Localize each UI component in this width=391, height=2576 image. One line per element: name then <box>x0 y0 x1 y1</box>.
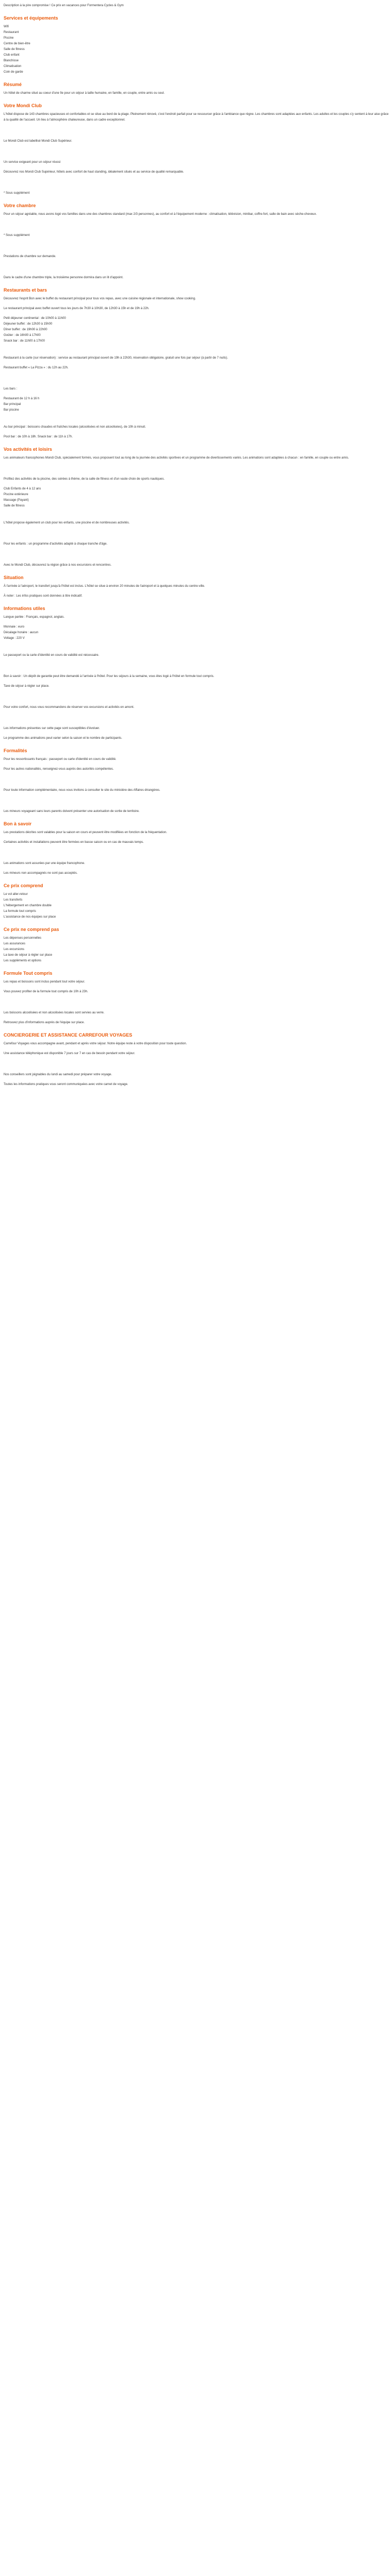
formalites-paragraph: Pour toute information complémentaire, nous vous invitons à consulter le site du ministère des Affaires étrangères. <box>4 789 160 792</box>
bonasavoir-paragraph: Les prestations décrites sont valables pour la saison en cours et peuvent être modifiées en fonction de la fréquentation. <box>4 831 167 834</box>
service-item: Wifi <box>4 25 9 28</box>
service-item: Piscine <box>4 37 14 40</box>
restaurants-hours-list <box>4 316 391 344</box>
club-paragraph: Un service exigeant pour un séjour réussi <box>4 161 61 164</box>
restaurant-hours-item: Petit déjeuner continental : de 10h00 à 11h00 <box>4 317 66 320</box>
activites-paragraph: L'hôtel propose également un club pour les enfants, une piscine et de nombreuses activités. <box>4 521 130 524</box>
bonasavoir-paragraph: Les animations sont assurées par une équipe francophone. <box>4 862 85 865</box>
restaurants-title: Restaurants et bars <box>4 287 47 293</box>
service-item: Blanchisse <box>4 59 19 62</box>
restaurants-paragraph: Au bar principal : boissons chaudes et fraîches locales (alcoolisées et non alcoolisées), de 10h à minuit. <box>4 426 146 429</box>
chambre-title: Votre chambre <box>4 203 36 208</box>
conciergerie-title: CONCIERGERIE ET ASSISTANCE CARREFOUR VOYAGES <box>4 1032 133 1038</box>
activite-item: Massage (Payant) <box>4 499 29 502</box>
club-paragraph: L'hôtel dispose de 143 chambres spacieuses et confortables et se situe au bord de la plage. Pleinement rénové, c'est l'endroit parfait pour se ressourcer grâce à l'ambiance que règne. Les chambres sont adaptées aux enfants. Les adultes et les couples s'y sentent à leur aise grâce à la qualité de l'accueil. Un lieu à l'atmosphère chaleureuse, dans un cadre exceptionnel. <box>4 113 389 122</box>
formalites-paragraph: Les mineurs voyageant sans leurs parents doivent présenter une autorisation de sortie de territoire. <box>4 810 140 813</box>
prixnecomprend-list <box>4 936 391 964</box>
club-paragraph: Le Mondi Club est labellisé Mondi Club Supérieur. <box>4 140 72 143</box>
restaurants-paragraph: Pool bar : de 10h à 18h. Snack bar : de 11h à 17h. <box>4 435 73 438</box>
prixnecomprend-item: Les dépenses personnelles <box>4 937 42 940</box>
prixcomprend-list <box>4 892 391 920</box>
prixcomprend-item: Les transferts <box>4 899 23 902</box>
services-title: Services et équipements <box>4 15 58 21</box>
formalites-paragraph: Pour les ressortissants français : passeport ou carte d'identité en cours de validité. <box>4 758 117 761</box>
service-item: Centre de bien-être <box>4 42 30 45</box>
activites-paragraph: Les animateurs francophones Mondi Club, spécialement formés, vous proposent tout au long de la journée des activités sportives et un programme de divertissements variés. Les animations sont adaptées à chacun : en famille, en couple ou entre amis. <box>4 456 349 460</box>
services-list <box>4 24 391 75</box>
infos-paragraph: Langue parlée : Français, espagnol, anglais. <box>4 616 65 619</box>
prixcomprend-item: Le vol aller-retour <box>4 893 28 896</box>
bar-item: Bar piscine <box>4 409 19 412</box>
situation-paragraph: À l'arrivée à l'aéroport, le transfert jusqu'à l'hôtel est inclus. L'hôtel se situe à environ 20 minutes de l'aéroport et à quelques minutes du centre-ville. <box>4 585 205 588</box>
activites-paragraph: Profitez des activités de la piscine, des soirées à thème, de la salle de fitness et d'un vaste choix de sports nautiques. <box>4 478 165 481</box>
infos-paragraph: Les informations présentes sur cette page sont susceptibles d'évoluer. <box>4 727 100 730</box>
activites-paragraph: Avec le Mondi Club, découvrez la région grâce à nos excursions et rencontres. <box>4 564 112 567</box>
prixcomprend-item: L'assistance de nos équipes sur place <box>4 916 56 919</box>
restaurants-paragraph: Restaurant à la carte (sur réservation) : service au restaurant principal ouvert de 19h à 22h30, réservation obligatoire, gratuit une fois par séjour (à partir de 7 nuits). <box>4 357 228 360</box>
bonasavoir-paragraph: Certaines activités et installations peuvent être fermées en basse saison ou en cas de mauvais temps. <box>4 841 144 844</box>
bar-item: Restaurant de 12 h à 16 h <box>4 397 40 400</box>
restaurants-bars-label: Les bars : <box>4 387 18 391</box>
restaurant-hours-item: Déjeuner buffet : de 12h30 à 15h00 <box>4 323 53 326</box>
service-item: Restaurant <box>4 31 19 34</box>
restaurant-hours-item: Snack bar : de 11h00 à 17h00 <box>4 340 45 343</box>
club-note: * Sous supplément <box>4 192 30 195</box>
info-item: Voltage : 220 V <box>4 637 25 640</box>
service-item: Salle de fitness <box>4 48 25 51</box>
service-item: Coin de garde <box>4 71 23 74</box>
club-paragraph: Découvrez nos Mondi Club Supérieur, hôtels avec confort de haut standing, idéalement situés et au service de qualité remarquable. <box>4 171 184 174</box>
infos-paragraph: Pour votre confort, nous vous recommandons de réserver vos excursions et activités en amont. <box>4 706 135 709</box>
prixcomprend-title: Ce prix comprend <box>4 883 43 888</box>
formule-title: Formule Tout compris <box>4 971 53 976</box>
info-item: Monnaie : euro <box>4 625 25 629</box>
activites-list <box>4 486 391 509</box>
formule-paragraph: Vous pouvez profiter de la formule tout compris de 10h à 23h. <box>4 990 88 993</box>
restaurants-paragraph: Le restaurant principal avec buffet ouvert tous les jours de 7h30 à 10h30, de 12h30 à 15h et de 19h à 22h. <box>4 307 150 310</box>
formalites-title: Formalités <box>4 748 27 753</box>
chambre-paragraph: Dans le cadre d'une chambre triple, la troisième personne dormira dans un lit d'appoint. <box>4 276 124 279</box>
prixnecomprend-item: Les excursions <box>4 948 25 951</box>
infos-list <box>4 624 391 641</box>
bars-list <box>4 396 391 413</box>
infos-paragraph: Taxe de séjour à régler sur place. <box>4 685 50 688</box>
formule-paragraph: Retrouvez plus d'informations auprès de l'équipe sur place. <box>4 1021 85 1024</box>
activite-item: Club Enfants de 4 à 12 ans <box>4 487 41 490</box>
prixnecomprend-item: La taxe de séjour à régler sur place <box>4 954 53 957</box>
conciergerie-paragraph: Toutes les informations pratiques vous seront communiquées avec votre carnet de voyage. <box>4 1083 128 1086</box>
resume-title: Résumé <box>4 82 22 87</box>
infos-paragraph: Bon à savoir : Un dépôt de garantie peut être demandé à l'arrivée à l'hôtel. Pour les séjours à la semaine, vous êtes logé à l'hôtel en formule tout compris. <box>4 675 215 678</box>
conciergerie-paragraph: Nos conseillers sont joignables du lundi au samedi pour préparer votre voyage. <box>4 1073 112 1076</box>
activite-item: Salle de fitness <box>4 504 25 507</box>
restaurants-paragraph: Restaurant buffet « La Pizza » : du 12h au 22h. <box>4 366 69 369</box>
chambre-paragraph: Prestations de chambre sur demande. <box>4 255 56 258</box>
resume-text: Un hôtel de charme situé au coeur d'une île pour un séjour à taille humaine, en famille, en couple, entre amis ou seul. <box>4 92 165 95</box>
prixnecomprend-item: Les assurances <box>4 942 26 945</box>
infos-paragraph: Le programme des animations peut varier selon la saison et le nombre de participants. <box>4 737 122 740</box>
activites-title: Vos activités et loisirs <box>4 447 52 452</box>
intro-text: Description à la pire compromise ! Ce prix en vacances pour Formentera Cycles & Gym <box>4 4 124 7</box>
prixnecomprend-item: Les suppléments et options <box>4 959 42 962</box>
situation-paragraph: À noter : Les infos pratiques sont données à titre indicatif. <box>4 595 83 598</box>
info-item: Décalage horaire : aucun <box>4 631 39 634</box>
bonasavoir-title: Bon à savoir <box>4 821 32 826</box>
service-item: Climatisation <box>4 65 22 68</box>
chambre-paragraph: Pour un séjour agréable, nous avons logé vos familles dans une des chambres standard (max 2/3 personnes), au confort et à l'équipement moderne : climatisation, télévision, minibar, coffre-fort, salle de bain avec sèche-cheveux. <box>4 213 317 216</box>
infos-paragraph: Le passeport ou la carte d'identité en cours de validité est nécessaire. <box>4 654 100 657</box>
infos-title: Informations utiles <box>4 606 45 611</box>
formule-paragraph: Les repas et boissons sont inclus pendant tout votre séjour. <box>4 980 85 984</box>
restaurant-hours-item: Dîner buffet : de 19h00 à 22h00 <box>4 328 47 331</box>
prixcomprend-item: L'hébergement en chambre double <box>4 904 52 907</box>
activite-item: Piscine extérieure <box>4 493 28 496</box>
situation-title: Situation <box>4 575 24 580</box>
bonasavoir-paragraph: Les mineurs non accompagnés ne sont pas acceptés. <box>4 872 78 875</box>
formule-paragraph: Les boissons alcoolisées et non alcoolisées locales sont servies au verre. <box>4 1011 105 1014</box>
prixcomprend-item: La formule tout compris <box>4 910 36 913</box>
chambre-note: * Sous supplément <box>4 234 30 237</box>
formalites-paragraph: Pour les autres nationalités, renseignez-vous auprès des autorités compétentes. <box>4 768 114 771</box>
conciergerie-paragraph: Une assistance téléphonique est disponible 7 jours sur 7 en cas de besoin pendant votre séjour. <box>4 1052 135 1055</box>
bar-item: Bar principal <box>4 403 21 406</box>
club-title: Votre Mondi Club <box>4 103 42 108</box>
service-item: Club enfant <box>4 54 20 57</box>
activites-paragraph: Pour les enfants : un programme d'activités adapté à chaque tranche d'âge. <box>4 543 108 546</box>
restaurant-hours-item: Goûter : de 16h00 à 17h00 <box>4 334 41 337</box>
restaurants-paragraph: Découvrez l'esprit Bon avec le buffet du restaurant principal pour tous vos repas, avec une cuisine régionale et internationale, show cooking. <box>4 297 196 300</box>
prixnecomprend-title: Ce prix ne comprend pas <box>4 927 59 932</box>
conciergerie-paragraph: Carrefour Voyages vous accompagne avant, pendant et après votre séjour. Notre équipe reste à votre disposition pour toute question. <box>4 1042 187 1045</box>
